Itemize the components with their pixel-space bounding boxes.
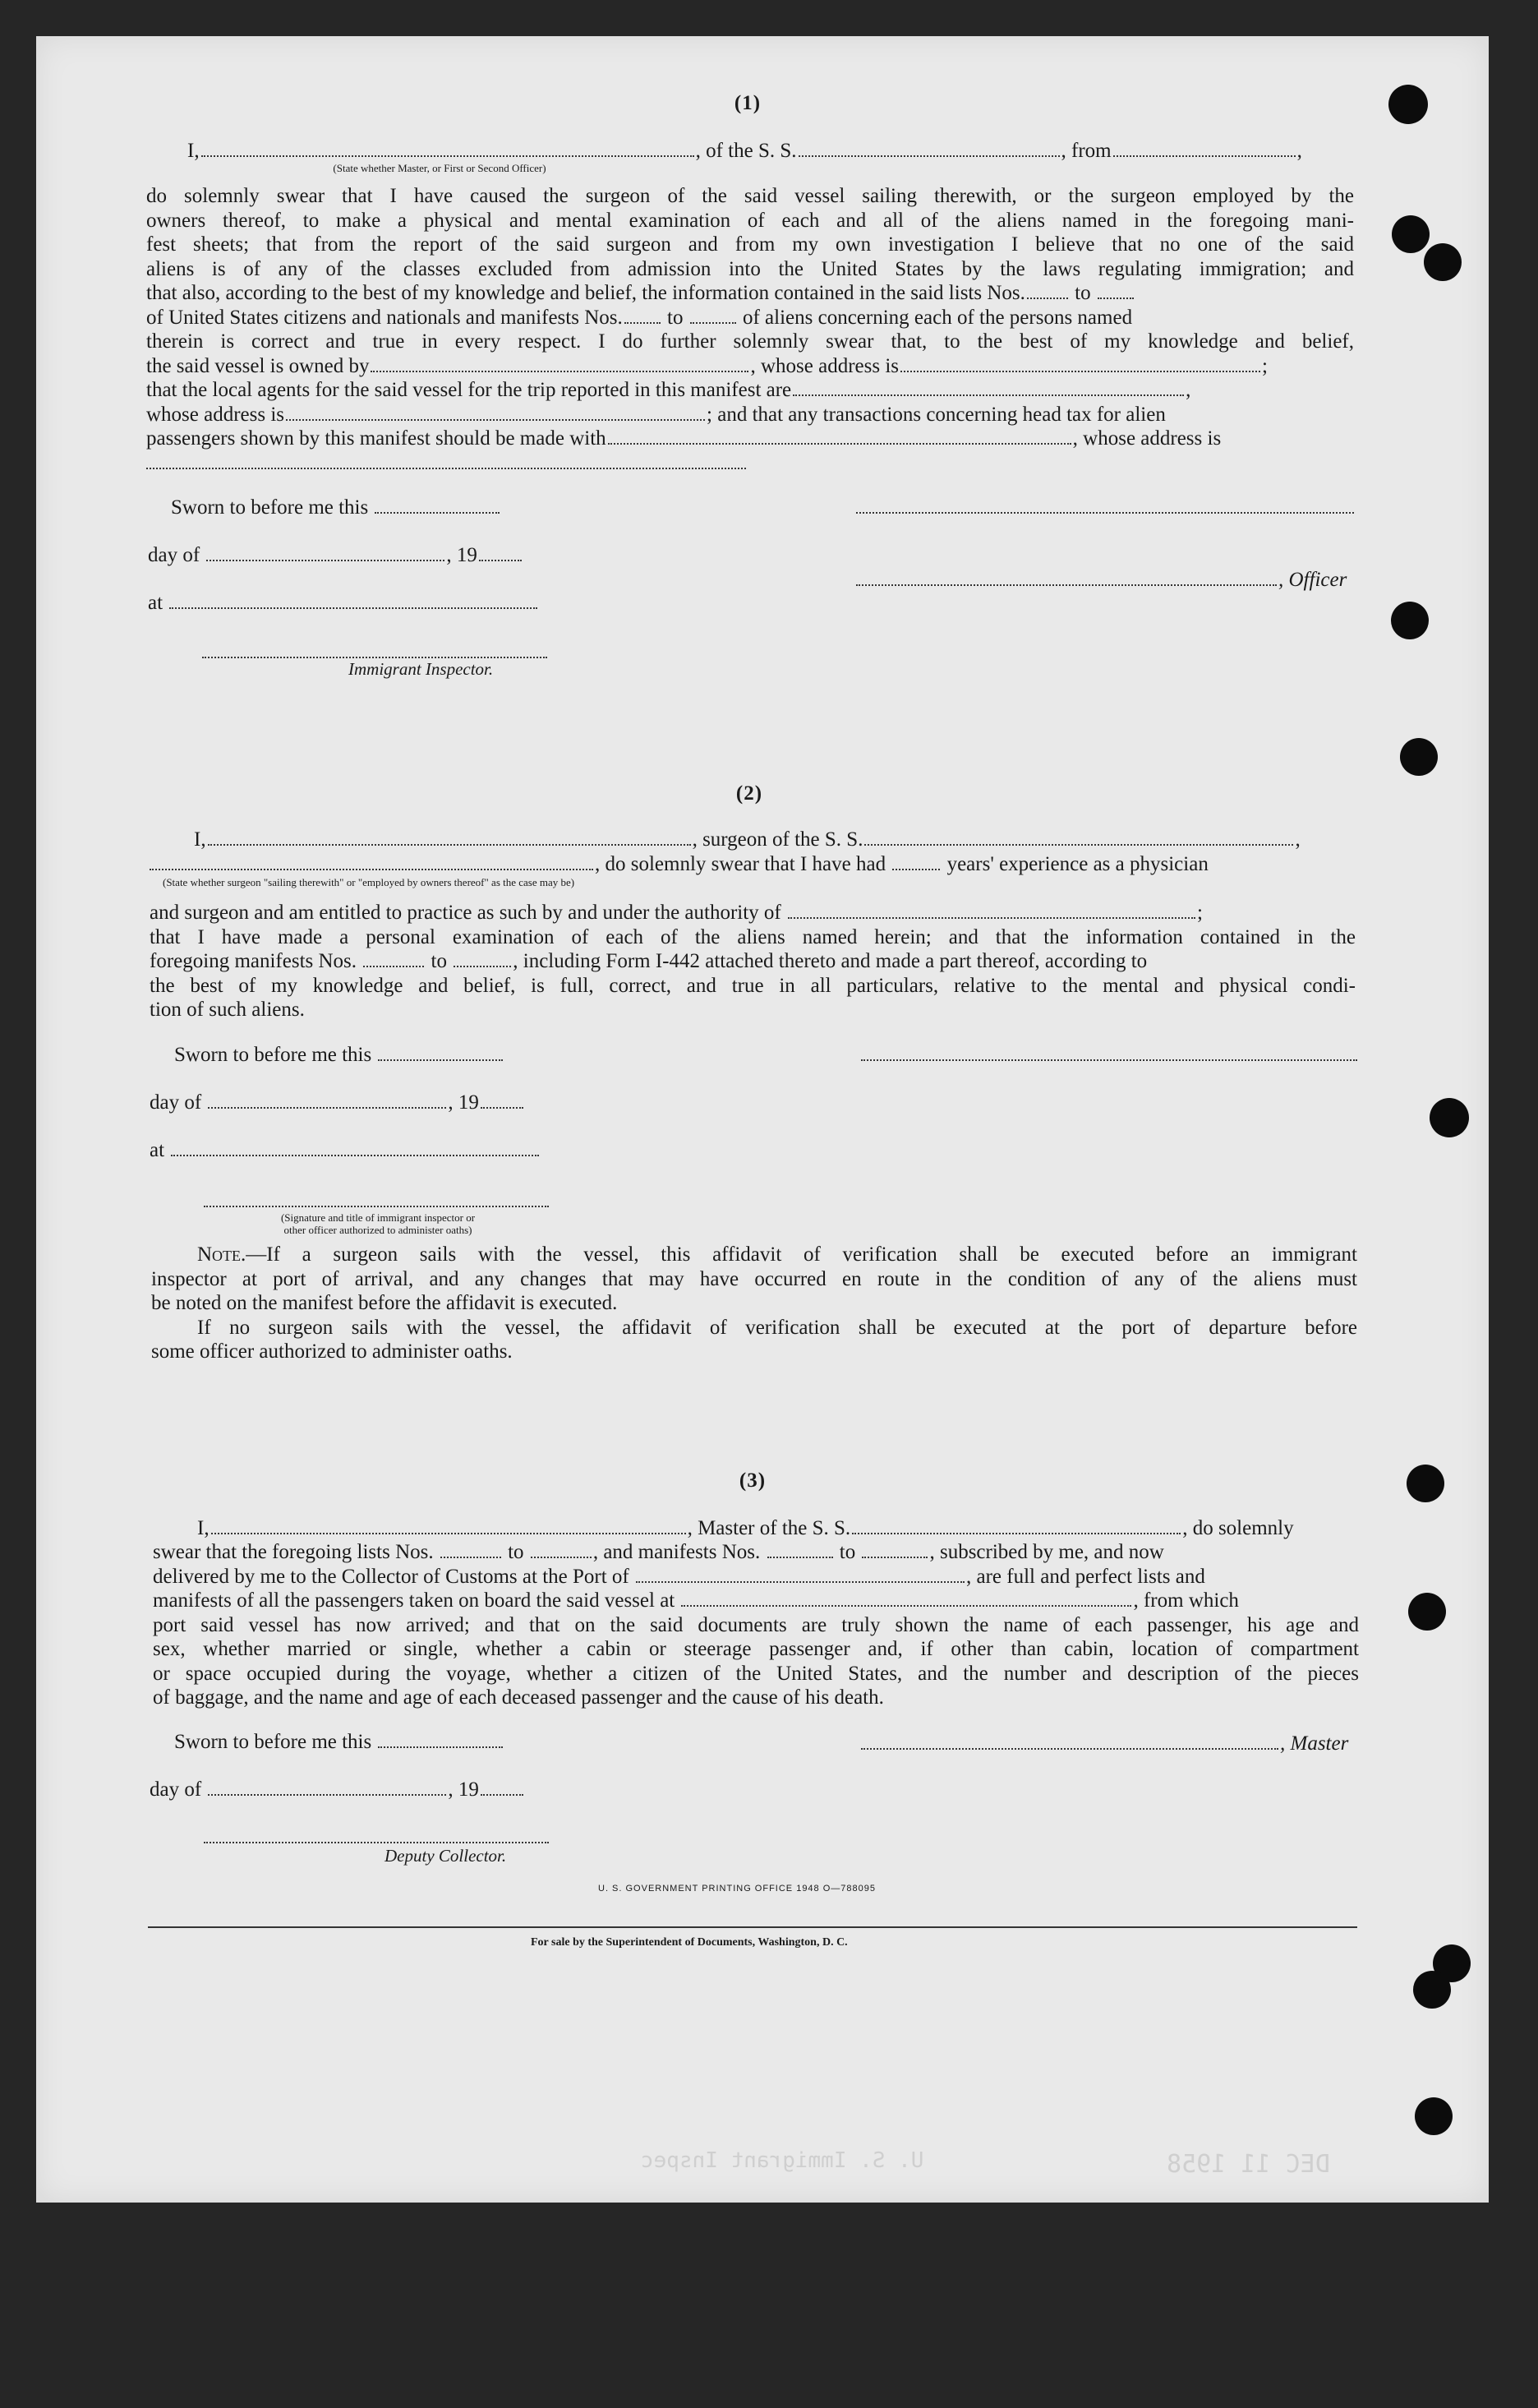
master-signature-blank — [861, 1747, 1278, 1750]
section-2-body — [150, 901, 1356, 1022]
s3-lists-line: swear that the foregoing lists Nos. to , and manifests Nos. to , subscribed by me, and now — [153, 1541, 1164, 1563]
section-2-heading: (2) — [735, 782, 763, 805]
s2-month-blank — [208, 1106, 446, 1109]
s3-p-line: or space occupied during the voyage, whether a citizen of the United States, and the number and description of the pieces — [153, 1662, 1359, 1685]
s1-agent-address-line: whose address is ; and that any transactions concerning head tax for alien — [146, 403, 1166, 426]
s2-authority-line: and surgeon and am entitled to practice as such by and under the authority of ; — [150, 902, 1203, 924]
note-block — [151, 1243, 1357, 1364]
signature-blank — [856, 511, 1354, 514]
s1-line-1: I, , of the S. S. , from , — [187, 140, 1302, 162]
master-name-blank — [211, 1532, 686, 1534]
s1-officer — [854, 569, 1347, 592]
for-sale-line: For sale by the Superintendent of Documents, Washington, D. C. — [531, 1936, 848, 1949]
list-from-blank — [1027, 297, 1068, 299]
punch-hole — [1391, 602, 1429, 639]
s2-line-2: , do solemnly swear that I have had years' experience as a physician — [150, 853, 1209, 876]
owner-blank — [371, 370, 748, 372]
surgeon-name-blank — [208, 843, 691, 846]
s1-day-of: day of , 19 — [148, 544, 523, 567]
s1-manifests-line: of United States citizens and nationals and manifests Nos. to of aliens concerning each of the persons named — [146, 306, 1133, 329]
note-line: some officer authorized to administer oaths. — [151, 1340, 513, 1363]
punch-hole — [1430, 1098, 1469, 1137]
manifest-to-blank — [690, 321, 736, 324]
note-line: If no surgeon sails with the vessel, the affidavit of verification shall be executed at the port of departure before — [197, 1316, 1357, 1339]
s1-at: at — [148, 592, 539, 615]
s2-vessel-blank — [864, 843, 1293, 846]
s3-month-blank — [208, 1793, 446, 1796]
s1-p-line: therein is correct and true in every respect. I do further solemnly swear that, to the best of my knowledge and belief, — [146, 330, 1354, 353]
punch-hole — [1392, 215, 1430, 253]
sworn-date-blank — [375, 511, 500, 514]
note-line: Note.—If a surgeon sails with the vessel, this affidavit of verification shall be executed before an immigrant — [197, 1243, 1357, 1266]
s1-final-line — [146, 451, 1354, 476]
master-label: , Master — [1280, 1732, 1349, 1755]
s2-p-line: that I have made a personal examination of each of the aliens named herein; and that the information contained in the — [150, 925, 1356, 948]
s2-p-line: the best of my knowledge and belief, is full, correct, and true in all particulars, relative to the mental and physical condi- — [150, 974, 1356, 997]
s3-vessel-blank — [852, 1532, 1181, 1534]
s2-manifests-line: foregoing manifests Nos. to , including Form I-442 attached thereto and made a part thereof, according to — [150, 950, 1148, 972]
s3-manifest-from-blank — [767, 1556, 833, 1558]
footer-rule — [148, 1926, 1357, 1928]
s1-of-ss: , of the S. S. — [695, 140, 797, 162]
s2-officer-line — [202, 1190, 550, 1213]
s3-p-line: of baggage, and the name and age of each deceased passenger and the cause of his death. — [153, 1686, 884, 1709]
s1-agents-line: that the local agents for the said vessel for the trip reported in this manifest are , — [146, 379, 1191, 401]
s3-list-to-blank — [531, 1556, 592, 1558]
s1-head-tax-line: passengers shown by this manifest should be made with , whose address is — [146, 427, 1222, 450]
manifest-from-blank — [624, 321, 661, 324]
section-3-heading: (3) — [739, 1469, 767, 1492]
s2-line-1: I, , surgeon of the S. S. , — [194, 828, 1301, 851]
s3-sworn: Sworn to before me this — [174, 1731, 504, 1754]
punch-hole — [1400, 738, 1438, 776]
s3-master — [859, 1732, 1348, 1755]
note-line: be noted on the manifest before the affidavit is executed. — [151, 1292, 618, 1314]
departure-port-blank — [1113, 155, 1296, 157]
surgeon-type-blank — [150, 868, 593, 870]
s1-signature-line — [854, 496, 1356, 519]
agent-address-blank — [286, 418, 705, 421]
officer-blank — [856, 584, 1277, 586]
deputy-collector-label: Deputy Collector. — [384, 1846, 507, 1866]
head-tax-address-blank — [146, 467, 746, 469]
s2-day-of: day of , 19 — [150, 1091, 525, 1114]
s2-sworn-date-blank — [378, 1059, 503, 1061]
s3-port-line: delivered by me to the Collector of Customs at the Port of , are full and perfect lists and — [153, 1565, 1205, 1588]
agents-blank — [793, 394, 1184, 396]
s3-day-of: day of , 19 — [150, 1778, 525, 1801]
owner-address-blank — [900, 370, 1260, 372]
s2-signature-blank — [861, 1059, 1357, 1061]
punch-hole — [1407, 1465, 1444, 1502]
s1-i: I, — [187, 140, 200, 162]
punch-hole — [1424, 243, 1462, 281]
officer-label: , Officer — [1278, 569, 1347, 591]
punch-hole — [1413, 1971, 1451, 2009]
s2-signature-line — [859, 1044, 1359, 1067]
section-3-body — [153, 1540, 1359, 1710]
list-to-blank — [1098, 297, 1134, 299]
s1-sworn: Sworn to before me this — [171, 496, 501, 519]
s3-manifest-to-blank — [862, 1556, 928, 1558]
immigrant-inspector-label: Immigrant Inspector. — [348, 659, 494, 679]
s2-officer-signature-blank — [204, 1205, 549, 1207]
s1-p-line: aliens is of any of the classes excluded from admission into the United States by the laws regulating immigration; and — [146, 257, 1354, 280]
section-1-body — [146, 184, 1354, 475]
note-line: inspector at port of arrival, and any changes that may have occurred en route in the condition of any of the aliens must — [151, 1267, 1357, 1290]
s3-line-1: I, , Master of the S. S. , do solemnly — [197, 1517, 1294, 1539]
s2-manifest-from-blank — [363, 965, 424, 967]
year-blank — [479, 559, 522, 561]
inspector-signature-blank — [202, 656, 547, 658]
vessel-name-blank — [799, 155, 1060, 157]
s3-p-line: port said vessel has now arrived; and that on the said documents are truly shown the name of each passenger, his age and — [153, 1613, 1359, 1636]
collector-signature-blank — [204, 1841, 549, 1843]
s2-p-line: tion of such aliens. — [150, 999, 305, 1021]
punch-hole — [1388, 85, 1428, 124]
s1-p-line: fest sheets; that from the report of the said surgeon and from my own investigation I believe that no one of the said — [146, 233, 1354, 256]
authority-blank — [788, 916, 1195, 919]
surgeon-type-caption: (State whether surgeon "sailing therewith" or "employed by owners thereof" as the case may be) — [163, 876, 575, 888]
s2-place-blank — [171, 1154, 539, 1156]
bleed-through-date-stamp: DEC 11 1958 — [1167, 2150, 1330, 2179]
collector-port-blank — [636, 1580, 965, 1583]
note-label: Note. — [197, 1243, 246, 1266]
s2-year-blank — [481, 1106, 523, 1109]
printing-office-line: U. S. GOVERNMENT PRINTING OFFICE 1948 O—788095 — [598, 1884, 876, 1894]
s2-signature-caption: (Signature and title of immigrant inspector or other officer authorized to administer oaths) — [280, 1211, 476, 1236]
rank-caption: (State whether Master, or First or Second Officer) — [333, 162, 546, 174]
s1-owner-line: the said vessel is owned by , whose address is ; — [146, 354, 1268, 377]
place-blank — [169, 607, 537, 609]
s1-lists-line: that also, according to the best of my knowledge and belief, the information contained in the said lists Nos. to — [146, 281, 1354, 306]
s1-p-line: do solemnly swear that I have caused the surgeon of the said vessel sailing therewith, or the surgeon employed by the — [146, 185, 1354, 207]
s3-sworn-date-blank — [378, 1746, 503, 1748]
head-tax-agent-blank — [608, 442, 1071, 445]
s3-year-blank — [481, 1793, 523, 1796]
punch-hole — [1415, 2097, 1453, 2135]
punch-hole — [1408, 1593, 1446, 1631]
embarkation-port-blank — [681, 1604, 1131, 1607]
s2-sworn: Sworn to before me this — [174, 1044, 504, 1067]
s3-list-from-blank — [440, 1556, 501, 1558]
bleed-through-inspector-stamp: U. S. Immigrant Inspec — [641, 2148, 924, 2173]
s2-manifest-to-blank — [454, 965, 511, 967]
section-1-heading: (1) — [734, 92, 762, 114]
rank-blank — [201, 155, 694, 157]
s2-at: at — [150, 1139, 541, 1162]
month-blank — [206, 559, 444, 561]
s1-p-line: owners thereof, to make a physical and mental examination of each and all of the aliens named in the foregoing mani- — [146, 209, 1354, 232]
s1-from: , from — [1061, 140, 1112, 162]
years-blank — [892, 868, 940, 870]
s3-p-line: sex, whether married or single, whether a cabin or steerage passenger and, if other than cabin, location of compartment — [153, 1638, 1359, 1660]
s3-embark-line: manifests of all the passengers taken on board the said vessel at , from which — [153, 1589, 1239, 1612]
